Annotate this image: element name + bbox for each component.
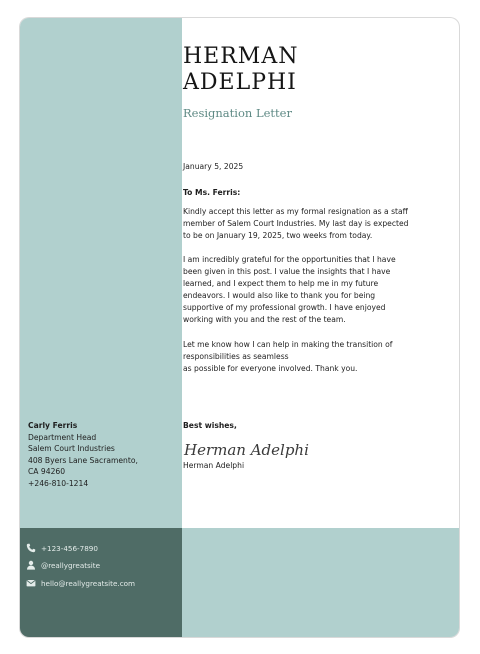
closing: Best wishes,	[183, 421, 237, 430]
recipient-company: Salem Court Industries	[28, 444, 115, 453]
recipient-address-line1: 408 Byers Lane Sacramento,	[28, 455, 138, 465]
paragraph-line: working with you and the rest of the team.	[183, 315, 346, 324]
mail-icon	[26, 578, 36, 588]
paragraph-line: responsibilities as seamless	[183, 352, 289, 361]
paragraph-3	[183, 339, 411, 375]
paragraph-line: I am incredibly grateful for the opportunities that I have	[183, 255, 396, 264]
paragraph-line: been given in this post. I value the insights that I have	[183, 267, 391, 276]
letter-date: January 5, 2025	[183, 162, 244, 171]
contact-phone	[26, 542, 98, 554]
recipient-name: Carly Ferris	[28, 421, 78, 430]
contact-email-text: hello@reallygreatsite.com	[41, 578, 136, 588]
paragraph-line: Let me know how I can help in making the transition of	[183, 340, 393, 349]
footer-band	[182, 528, 459, 637]
phone-icon	[26, 543, 36, 553]
recipient-title: Department Head	[28, 432, 97, 442]
recipient-address-line2: CA 94260	[28, 467, 66, 476]
paragraph-line: Kindly accept this letter as my formal resignation as a staff	[183, 207, 408, 216]
contact-social-text: @reallygreatsite	[41, 560, 101, 570]
paragraph-2	[183, 254, 411, 326]
paragraph-line: supportive of my professional growth. I have enjoyed	[183, 303, 386, 312]
contact-email	[26, 577, 135, 589]
recipient-phone: +246-810-1214	[28, 478, 89, 488]
user-icon	[26, 560, 36, 570]
signature-text: Herman Adelphi	[184, 441, 309, 459]
signer-name: Herman Adelphi	[183, 461, 245, 470]
recipient-block	[28, 420, 158, 489]
document-subtitle: Resignation Letter	[183, 106, 292, 120]
author-name	[183, 44, 298, 96]
paragraph-1	[183, 206, 411, 242]
paragraph-line: learned, and I expect them to help me in my future	[183, 279, 379, 288]
contact-social	[26, 559, 100, 571]
salutation: To Ms. Ferris:	[183, 188, 241, 197]
author-first-name: HERMAN	[183, 44, 299, 69]
author-last-name: ADELPHI	[183, 70, 297, 95]
paragraph-line: to be on January 19, 2025, two weeks from today.	[183, 231, 373, 240]
paragraph-line: member of Salem Court Industries. My last day is expected	[183, 219, 409, 228]
paragraph-line: as possible for everyone involved. Thank you.	[183, 364, 358, 373]
signature	[183, 436, 383, 462]
paragraph-line: endeavors. I would also like to thank you for being	[183, 291, 376, 300]
contact-phone-text: +123-456-7890	[41, 543, 98, 553]
